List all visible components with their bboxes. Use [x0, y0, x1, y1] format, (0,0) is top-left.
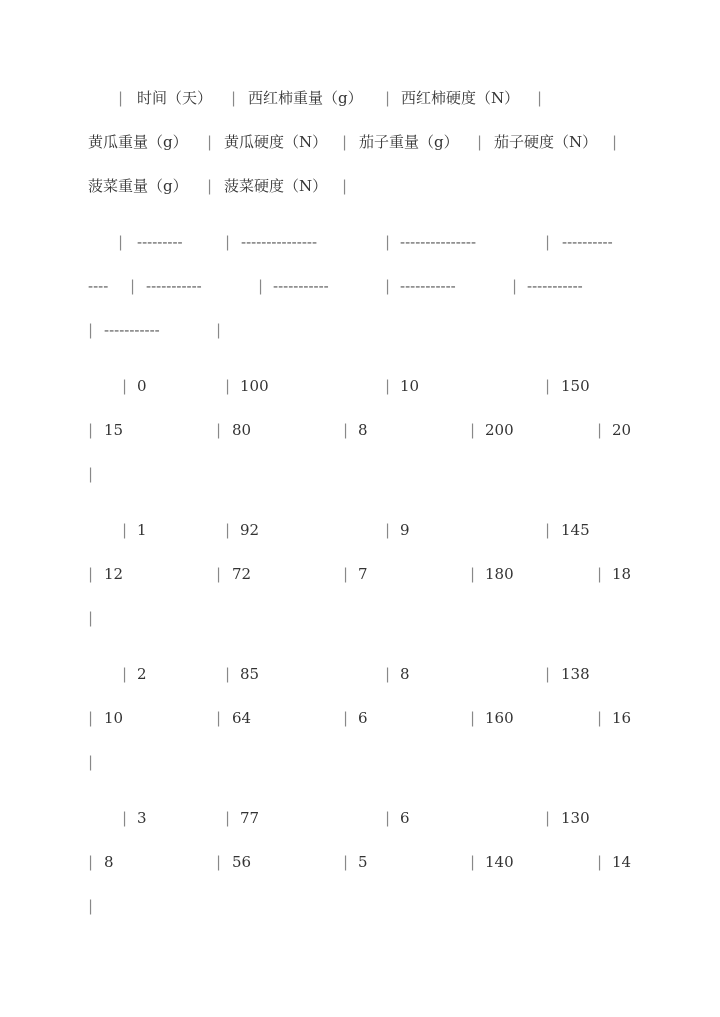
cell-eggplant-weight: 72 — [232, 565, 252, 583]
cell-spinach-hardness: 18 — [612, 565, 632, 583]
column-divider: | — [537, 89, 543, 107]
column-divider: | — [385, 377, 391, 395]
column-divider: | — [122, 521, 128, 539]
cell-tomato-weight: 92 — [240, 521, 260, 539]
separator-dashes: ----------- — [527, 277, 583, 295]
column-divider: | — [545, 233, 551, 251]
header-eggplant-hardness: 茄子硬度（N） — [494, 133, 598, 151]
separator-dashes: ----------- — [146, 277, 202, 295]
cell-cucumber-hardness: 12 — [104, 565, 124, 583]
column-divider: | — [118, 233, 124, 251]
column-divider: | — [216, 853, 222, 871]
cell-day: 2 — [137, 665, 147, 683]
cell-spinach-weight: 180 — [485, 565, 514, 583]
column-divider: | — [512, 277, 518, 295]
column-divider: | — [88, 465, 94, 483]
column-divider: | — [88, 853, 94, 871]
column-divider: | — [385, 665, 391, 683]
column-divider: | — [130, 277, 136, 295]
column-divider: | — [88, 753, 94, 771]
column-divider: | — [88, 609, 94, 627]
column-divider: | — [216, 321, 222, 339]
separator-dashes: ----------- — [104, 321, 160, 339]
cell-day: 1 — [137, 521, 147, 539]
column-divider: | — [225, 809, 231, 827]
column-divider: | — [118, 89, 124, 107]
column-divider: | — [122, 809, 128, 827]
column-divider: | — [122, 665, 128, 683]
cell-spinach-hardness: 20 — [612, 421, 632, 439]
column-divider: | — [225, 665, 231, 683]
cell-eggplant-hardness: 6 — [358, 709, 368, 727]
column-divider: | — [545, 809, 551, 827]
separator-dashes: ----------- — [273, 277, 329, 295]
column-divider: | — [343, 565, 349, 583]
column-divider: | — [343, 421, 349, 439]
cell-eggplant-weight: 64 — [232, 709, 252, 727]
cell-eggplant-hardness: 7 — [358, 565, 368, 583]
column-divider: | — [470, 421, 476, 439]
cell-eggplant-hardness: 5 — [358, 853, 368, 871]
separator-dashes: ----------- — [400, 277, 456, 295]
column-divider: | — [545, 665, 551, 683]
column-divider: | — [88, 321, 94, 339]
column-divider: | — [258, 277, 264, 295]
separator-dashes: ---------- — [562, 233, 613, 251]
column-divider: | — [342, 177, 348, 195]
column-divider: | — [385, 521, 391, 539]
cell-spinach-hardness: 14 — [612, 853, 632, 871]
cell-spinach-weight: 200 — [485, 421, 514, 439]
cell-cucumber-hardness: 10 — [104, 709, 124, 727]
column-divider: | — [216, 709, 222, 727]
separator-dashes: --------------- — [241, 233, 318, 251]
separator-dashes: ---- — [88, 277, 109, 295]
column-divider: | — [545, 521, 551, 539]
cell-tomato-weight: 85 — [240, 665, 260, 683]
cell-tomato-hardness: 10 — [400, 377, 420, 395]
column-divider: | — [88, 565, 94, 583]
column-divider: | — [88, 897, 94, 915]
column-divider: | — [207, 133, 213, 151]
column-divider: | — [470, 709, 476, 727]
column-divider: | — [216, 565, 222, 583]
column-divider: | — [612, 133, 618, 151]
column-divider: | — [207, 177, 213, 195]
cell-spinach-weight: 160 — [485, 709, 514, 727]
column-divider: | — [385, 233, 391, 251]
header-tomato-hardness: 西红柿硬度（N） — [401, 89, 520, 107]
header-spinach-hardness: 菠菜硬度（N） — [224, 177, 328, 195]
column-divider: | — [545, 377, 551, 395]
separator-dashes: --------------- — [400, 233, 477, 251]
cell-cucumber-weight: 145 — [561, 521, 590, 539]
column-divider: | — [597, 565, 603, 583]
cell-eggplant-hardness: 8 — [358, 421, 368, 439]
column-divider: | — [88, 421, 94, 439]
column-divider: | — [342, 133, 348, 151]
cell-tomato-weight: 77 — [240, 809, 260, 827]
column-divider: | — [597, 709, 603, 727]
header-spinach-weight: 菠菜重量（g） — [88, 177, 188, 195]
cell-spinach-weight: 140 — [485, 853, 514, 871]
cell-spinach-hardness: 16 — [612, 709, 632, 727]
column-divider: | — [597, 421, 603, 439]
column-divider: | — [385, 89, 391, 107]
cell-tomato-weight: 100 — [240, 377, 269, 395]
separator-dashes: --------- — [137, 233, 183, 251]
column-divider: | — [343, 853, 349, 871]
cell-tomato-hardness: 9 — [400, 521, 410, 539]
header-time: 时间（天） — [137, 89, 213, 107]
column-divider: | — [122, 377, 128, 395]
column-divider: | — [597, 853, 603, 871]
column-divider: | — [225, 233, 231, 251]
column-divider: | — [385, 809, 391, 827]
column-divider: | — [231, 89, 237, 107]
column-divider: | — [216, 421, 222, 439]
cell-eggplant-weight: 80 — [232, 421, 252, 439]
cell-cucumber-weight: 150 — [561, 377, 590, 395]
cell-cucumber-hardness: 8 — [104, 853, 114, 871]
column-divider: | — [385, 277, 391, 295]
cell-cucumber-weight: 138 — [561, 665, 590, 683]
column-divider: | — [470, 565, 476, 583]
column-divider: | — [225, 377, 231, 395]
header-cucumber-weight: 黄瓜重量（g） — [88, 133, 188, 151]
header-tomato-weight: 西红柿重量（g） — [248, 89, 363, 107]
cell-cucumber-hardness: 15 — [104, 421, 124, 439]
cell-cucumber-weight: 130 — [561, 809, 590, 827]
cell-day: 3 — [137, 809, 147, 827]
cell-day: 0 — [137, 377, 147, 395]
column-divider: | — [477, 133, 483, 151]
column-divider: | — [88, 709, 94, 727]
cell-tomato-hardness: 6 — [400, 809, 410, 827]
cell-tomato-hardness: 8 — [400, 665, 410, 683]
header-cucumber-hardness: 黄瓜硬度（N） — [224, 133, 328, 151]
column-divider: | — [470, 853, 476, 871]
header-eggplant-weight: 茄子重量（g） — [359, 133, 459, 151]
column-divider: | — [225, 521, 231, 539]
cell-eggplant-weight: 56 — [232, 853, 252, 871]
column-divider: | — [343, 709, 349, 727]
